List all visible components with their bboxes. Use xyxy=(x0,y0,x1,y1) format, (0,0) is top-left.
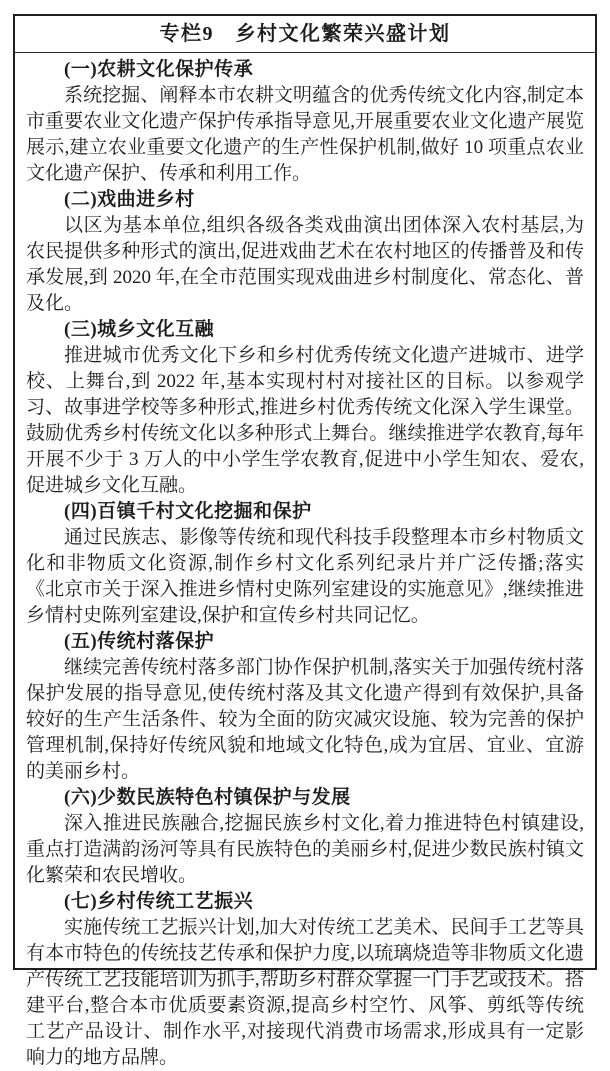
section-paragraph: 系统挖掘、阐释本市农耕文明蕴含的优秀传统文化内容,制定本市重要农业文化遗产保护传承指导意见,开展重要农业文化遗产展览展示,建立农业重要文化遗产的生产性保护机制,做好 10 项重点农业文化遗产保护、传承和利用工作。 xyxy=(26,85,584,184)
section-ethnic-minority-villages xyxy=(26,785,584,889)
section-paragraph: 以区为基本单位,组织各级各类戏曲演出团体深入农村基层,为农民提供多种形式的演出,促进戏曲艺术在农村地区的传播普及和传承发展,到 2020 年,在全市范围实现戏曲进乡村制度化、常态化、普及化。 xyxy=(26,215,584,314)
section-traditional-crafts xyxy=(26,889,584,1071)
section-heading: (二)戏曲进乡村 xyxy=(64,189,195,210)
section-town-village-heritage xyxy=(26,499,584,629)
section-heading: (七)乡村传统工艺振兴 xyxy=(64,891,254,912)
section-traditional-villages xyxy=(26,629,584,785)
section-paragraph: 实施传统工艺振兴计划,加大对传统工艺美术、民间手工艺等具有本市特色的传统技艺传承和保护力度,以琉璃烧造等非物质文化遗产传统工艺技能培训为抓手,帮助乡村群众掌握一门手艺或技术。搭建平台,整合本市优质要素资源,提高乡村空竹、风筝、剪纸等传统工艺产品设计、制作水平,对接现代消费市场需求,形成具有一定影响力的地方品牌。 xyxy=(26,917,584,1068)
panel-body xyxy=(15,53,595,1071)
column-panel xyxy=(13,14,597,1068)
section-heading: (四)百镇千村文化挖掘和保护 xyxy=(64,501,312,522)
section-urban-rural-culture xyxy=(26,317,584,499)
section-heading: (一)农耕文化保护传承 xyxy=(64,59,254,80)
section-paragraph: 深入推进民族融合,挖掘民族乡村文化,着力推进特色村镇建设,重点打造满韵汤河等具有民族特色的美丽乡村,促进少数民族村镇文化繁荣和农民增收。 xyxy=(26,813,584,886)
panel-title: 专栏9 乡村文化繁荣兴盛计划 xyxy=(15,16,595,53)
section-heading: (五)传统村落保护 xyxy=(64,631,215,652)
section-agrarian-culture xyxy=(26,57,584,187)
section-paragraph: 推进城市优秀文化下乡和乡村优秀传统文化遗产进城市、进学校、上舞台,到 2022 年,基本实现村村对接社区的目标。以参观学习、故事进学校等多种形式,推进乡村优秀传统文化深入学生课堂。鼓励优秀乡村传统文化以多种形式上舞台。继续推进学农教育,每年开展不少于 3 万人的中小学生学农教育,促进中小学生知农、爱农,促进城乡文化互融。 xyxy=(26,345,584,496)
section-heading: (六)少数民族特色村镇保护与发展 xyxy=(64,787,351,808)
section-paragraph: 继续完善传统村落多部门协作保护机制,落实关于加强传统村落保护发展的指导意见,使传统村落及其文化遗产得到有效保护,具备较好的生产生活条件、较为全面的防灾减灾设施、较为完善的保护管理机制,保持好传统风貌和地域文化特色,成为宜居、宜业、宜游的美丽乡村。 xyxy=(26,657,584,782)
section-opera-to-villages xyxy=(26,187,584,317)
section-heading: (三)城乡文化互融 xyxy=(64,319,215,340)
section-paragraph: 通过民族志、影像等传统和现代科技手段整理本市乡村物质文化和非物质文化资源,制作乡村文化系列纪录片并广泛传播;落实《北京市关于深入推进乡情村史陈列室建设的实施意见》,继续推进乡情村史陈列室建设,保护和宣传乡村共同记忆。 xyxy=(26,527,584,626)
